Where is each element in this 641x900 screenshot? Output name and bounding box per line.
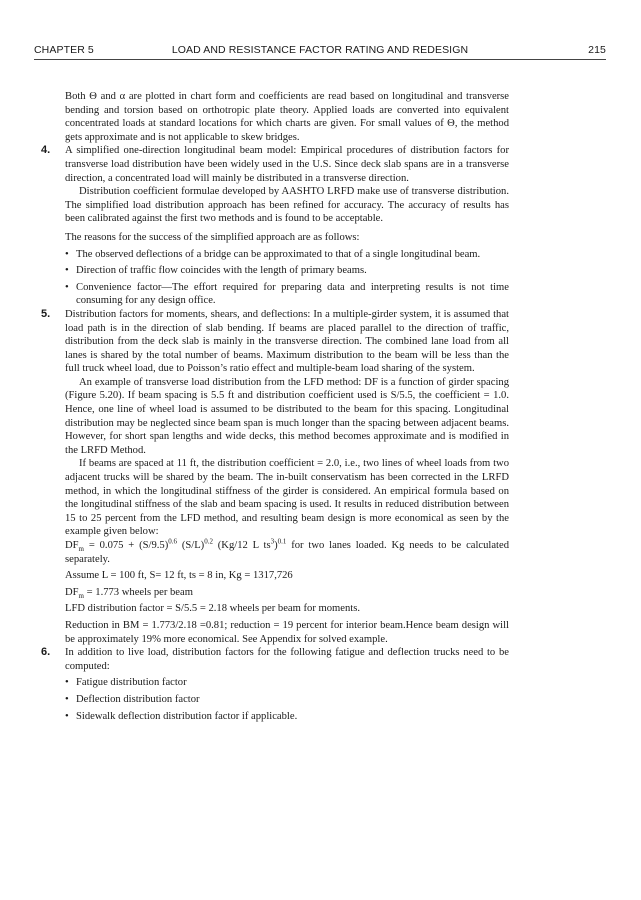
formula-exponent: 0.2 <box>204 537 213 546</box>
assumptions-line: Assume L = 100 ft, S= 12 ft, ts = 8 in, Kg = 1317,726 <box>65 570 293 582</box>
bullet-mark: • <box>65 693 69 705</box>
factor-text: Sidewalk deflection distribution factor if applicable. <box>76 710 298 722</box>
factor-bullet <box>65 676 509 690</box>
list-item-4 <box>41 144 509 185</box>
factor-bullet <box>65 693 509 707</box>
reason-bullet <box>65 248 509 262</box>
factor-text: Deflection distribution factor <box>76 693 200 705</box>
formula-sub-m: m <box>78 545 84 554</box>
header-rule <box>34 59 606 60</box>
page-number: 215 <box>588 44 606 56</box>
df-formula <box>65 539 509 566</box>
chapter-title: LOAD AND RESISTANCE FACTOR RATING AND REDESIGN <box>171 44 469 56</box>
reason-bullet <box>65 264 509 278</box>
reasons-intro: The reasons for the success of the simplified approach are as follows: <box>65 231 360 243</box>
reason-text: Direction of traffic flow coincides with the length of primary beams. <box>76 265 367 277</box>
list-number-4: 4. <box>41 144 51 157</box>
page-body <box>41 90 510 723</box>
factor-bullet <box>65 710 509 724</box>
list-number-5: 5. <box>41 307 51 320</box>
running-header <box>34 44 606 58</box>
bullet-mark: • <box>65 248 69 260</box>
formula-exponent: 0.1 <box>277 537 287 546</box>
formula-part: (S/L) <box>177 540 205 551</box>
formula-exponent: 3 <box>270 537 275 546</box>
lfd-factor-line: LFD distribution factor = S/5.5 = 2.18 wheels per beam for moments. <box>65 603 360 615</box>
list-number-6: 6. <box>41 646 51 659</box>
list-item-5 <box>41 307 509 376</box>
formula-df: DF <box>65 586 79 598</box>
theta-paragraph: Both Θ and α are plotted in chart form and coefficients are read based on longitudinal and transverse bending and torsion based on orthotropic plate theory. Applied loads are converted into equivalent concentrated loads at standard locations for which charts are given. For small values of Θ, the method gets approximate and is not applicable to skew bridges. <box>65 91 509 143</box>
bullet-mark: • <box>65 281 69 293</box>
formula-part: (Kg/12 L ts <box>212 540 271 551</box>
item5-paragraph-2: An example of transverse load distribution from the LFD method: DF is a function of girder spacing (Figure 5.20). If beam spacing is 5.5 ft and distribution coefficient used is S/5.5, the coefficient = 1.0. Hence, one line of wheel load is assumed to be distributed to the beam for this spacing. Longitudinal distribution may be neglected since beam span is much longer than the spacing between adjacent beams. However, for short span lengths and wide decks, this method becomes approximate and is modified in the LRFD Method. <box>65 376 509 456</box>
list-item-5-text: Distribution factors for moments, shears, and deflections: In a multiple-girder system, it is assumed that load path is in the direction of slab bending. If beams are placed parallel to the direction of traffic, distribution from the deck slab is mainly in the transverse direction. The combined lane load from all lanes is shared by the total number of beams. Maximum distribution to the beam will be less than the full truck wheel load, due to Poisson’s ratio effect and multiple-beam load sharing of the system. <box>65 308 509 375</box>
formula-part: ) <box>274 540 278 551</box>
chapter-label: CHAPTER 5 <box>34 44 94 56</box>
reduction-paragraph: Reduction in BM = 1.773/2.18 =0.81; reduction = 19 percent for interior beam.Hence beam design will be approximately 19% more economical. See Appendix for solved example. <box>65 619 509 645</box>
list-item-6 <box>41 646 509 673</box>
list-item-6-text: In addition to live load, distribution factors for the following fatigue and deflection trucks need to be computed: <box>65 647 509 672</box>
reason-bullet <box>65 281 509 308</box>
formula-part: = 0.075 + (S/9.5) <box>84 540 169 551</box>
reason-text: The observed deflections of a bridge can be approximated to that of a single longitudinal beam. <box>76 248 481 260</box>
formula-part: for two lanes loaded. Kg needs to be calculated separately. <box>65 540 510 565</box>
formula-df: DF <box>65 540 79 551</box>
factor-text: Fatigue distribution factor <box>76 677 187 689</box>
bullet-mark: • <box>65 710 69 722</box>
item4-paragraph-2: Distribution coefficient formulae developed by AASHTO LRFD make use of transverse distribution. The simplified load distribution approach has been refined for accuracy. The accuracy of results has been calibrated against the first two methods and is found to be acceptable. <box>65 186 509 225</box>
item5-paragraph-3: If beams are spaced at 11 ft, the distribution coefficient = 2.0, i.e., two lines of wheel loads from two adjacent trucks will be shared by the beam. The in-built conservatism has been corrected in the LRFD method, in which the longitudinal stiffness of the girder is considered. An empirical formula based on the longitudinal stiffness of the slab and beam spacing is used. It results in reduced distribution between 15 to 25 percent from the LFD method, and resulting beam design is more economical as seen by the example given below: <box>65 458 509 538</box>
list-item-4-text: A simplified one-direction longitudinal beam model: Empirical procedures of distribution factors for transverse load distribution have been widely used in the U.S. Since deck slab spans are in a transverse direction, a concentrated load will mainly be distributed in a transverse direction. <box>65 145 509 184</box>
formula-exponent: 0.6 <box>168 537 177 546</box>
reason-text: Convenience factor—The effort required for preparing data and interpreting results is not time consuming for any design office. <box>76 281 509 307</box>
dfm-result-line <box>65 586 509 600</box>
dfm-result-text: = 1.773 wheels per beam <box>84 586 193 598</box>
bullet-mark: • <box>65 677 69 689</box>
bullet-mark: • <box>65 265 69 277</box>
formula-sub-m: m <box>78 591 84 600</box>
